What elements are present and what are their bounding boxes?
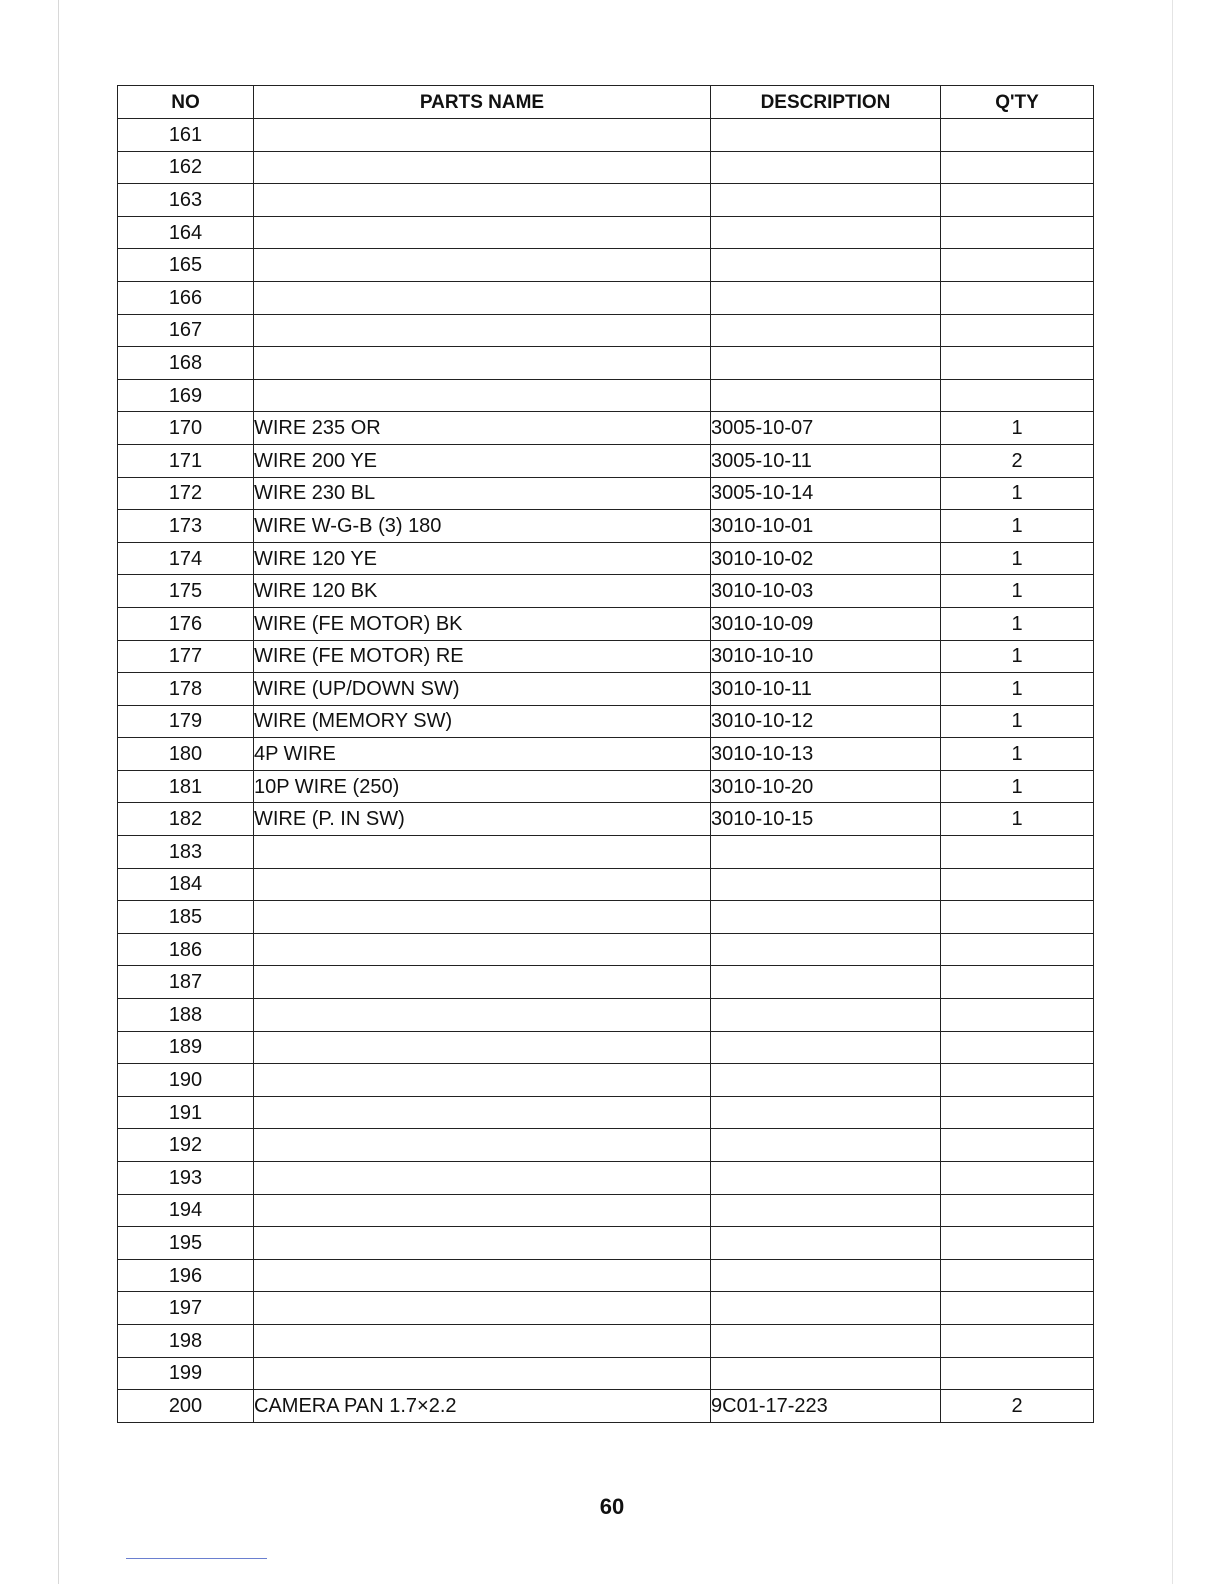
part-description	[711, 379, 941, 412]
part-description: 3005-10-11	[711, 444, 941, 477]
part-name	[254, 314, 711, 347]
part-number: 185	[118, 901, 254, 934]
part-quantity	[941, 1227, 1094, 1260]
table-row	[118, 901, 1094, 934]
part-quantity	[941, 379, 1094, 412]
part-description: 3005-10-07	[711, 412, 941, 445]
part-name	[254, 1324, 711, 1357]
part-quantity	[941, 249, 1094, 282]
table-row	[118, 836, 1094, 869]
table-row	[118, 1292, 1094, 1325]
table-row	[118, 151, 1094, 184]
part-number: 174	[118, 542, 254, 575]
page-number: 60	[599, 1494, 625, 1519]
part-description	[711, 1324, 941, 1357]
part-name	[254, 281, 711, 314]
part-description	[711, 1162, 941, 1195]
part-description: 3010-10-15	[711, 803, 941, 836]
part-description	[711, 999, 941, 1032]
part-name: WIRE (FE MOTOR) BK	[254, 607, 711, 640]
part-quantity	[941, 1096, 1094, 1129]
part-description	[711, 1194, 941, 1227]
part-number: 187	[118, 966, 254, 999]
part-description	[711, 1031, 941, 1064]
part-description	[711, 1357, 941, 1390]
part-quantity	[941, 836, 1094, 869]
part-description	[711, 1292, 941, 1325]
part-description	[711, 347, 941, 380]
part-quantity	[941, 1324, 1094, 1357]
part-name	[254, 347, 711, 380]
part-number: 175	[118, 575, 254, 608]
part-number: 193	[118, 1162, 254, 1195]
part-name	[254, 933, 711, 966]
part-description	[711, 184, 941, 217]
table-row	[118, 999, 1094, 1032]
part-name: WIRE 120 BK	[254, 575, 711, 608]
part-quantity: 1	[941, 575, 1094, 608]
part-quantity	[941, 1031, 1094, 1064]
part-name: WIRE 120 YE	[254, 542, 711, 575]
part-description	[711, 901, 941, 934]
table-row	[118, 575, 1094, 608]
table-row	[118, 705, 1094, 738]
part-quantity	[941, 1292, 1094, 1325]
part-name: 10P WIRE (250)	[254, 770, 711, 803]
table-row	[118, 444, 1094, 477]
part-quantity: 1	[941, 542, 1094, 575]
part-quantity: 1	[941, 803, 1094, 836]
part-name: WIRE (FE MOTOR) RE	[254, 640, 711, 673]
table-row	[118, 542, 1094, 575]
part-name	[254, 966, 711, 999]
part-description	[711, 249, 941, 282]
part-number: 161	[118, 119, 254, 152]
part-name	[254, 836, 711, 869]
header-parts-name: PARTS NAME	[254, 86, 711, 119]
table-row	[118, 1324, 1094, 1357]
part-name	[254, 1129, 711, 1162]
part-number: 190	[118, 1064, 254, 1097]
table-header-row	[118, 86, 1094, 119]
part-description	[711, 314, 941, 347]
part-name	[254, 1227, 711, 1260]
header-quantity: Q'TY	[941, 86, 1094, 119]
part-name: WIRE 235 OR	[254, 412, 711, 445]
part-quantity	[941, 119, 1094, 152]
part-quantity	[941, 999, 1094, 1032]
part-number: 184	[118, 868, 254, 901]
part-number: 171	[118, 444, 254, 477]
part-description	[711, 1064, 941, 1097]
part-quantity: 2	[941, 444, 1094, 477]
table-row	[118, 607, 1094, 640]
part-description	[711, 966, 941, 999]
part-name	[254, 1064, 711, 1097]
table-body	[118, 119, 1094, 1423]
table-row	[118, 1064, 1094, 1097]
part-description: 3010-10-01	[711, 510, 941, 543]
header-no: NO	[118, 86, 254, 119]
part-name	[254, 119, 711, 152]
part-quantity: 1	[941, 412, 1094, 445]
part-quantity: 1	[941, 510, 1094, 543]
part-name: WIRE (P. IN SW)	[254, 803, 711, 836]
part-description: 3010-10-03	[711, 575, 941, 608]
part-number: 188	[118, 999, 254, 1032]
part-number: 195	[118, 1227, 254, 1260]
part-number: 181	[118, 770, 254, 803]
part-number: 167	[118, 314, 254, 347]
part-quantity	[941, 901, 1094, 934]
part-description	[711, 281, 941, 314]
table-row	[118, 770, 1094, 803]
part-quantity	[941, 1129, 1094, 1162]
part-name	[254, 1096, 711, 1129]
part-number: 192	[118, 1129, 254, 1162]
part-number: 186	[118, 933, 254, 966]
part-description: 3010-10-13	[711, 738, 941, 771]
part-name	[254, 249, 711, 282]
part-number: 194	[118, 1194, 254, 1227]
table-row	[118, 868, 1094, 901]
part-name	[254, 379, 711, 412]
part-quantity: 1	[941, 705, 1094, 738]
part-number: 172	[118, 477, 254, 510]
part-quantity: 1	[941, 640, 1094, 673]
page-edge-line	[58, 0, 59, 1584]
part-name	[254, 184, 711, 217]
part-description	[711, 1129, 941, 1162]
part-quantity	[941, 151, 1094, 184]
part-description: 3010-10-09	[711, 607, 941, 640]
part-number: 173	[118, 510, 254, 543]
table-row	[118, 477, 1094, 510]
part-name	[254, 868, 711, 901]
part-number: 178	[118, 673, 254, 706]
part-description	[711, 1227, 941, 1260]
table-row	[118, 933, 1094, 966]
part-description: 3010-10-12	[711, 705, 941, 738]
part-name	[254, 216, 711, 249]
table-row	[118, 281, 1094, 314]
table-row	[118, 1259, 1094, 1292]
part-name	[254, 1357, 711, 1390]
part-name: WIRE 230 BL	[254, 477, 711, 510]
part-number: 200	[118, 1390, 254, 1423]
part-description: 3010-10-20	[711, 770, 941, 803]
part-quantity	[941, 1064, 1094, 1097]
part-number: 176	[118, 607, 254, 640]
table-row	[118, 1129, 1094, 1162]
table-row	[118, 379, 1094, 412]
table-row	[118, 1162, 1094, 1195]
table-row	[118, 1227, 1094, 1260]
part-description: 3005-10-14	[711, 477, 941, 510]
table-row	[118, 640, 1094, 673]
part-quantity: 1	[941, 477, 1094, 510]
part-number: 170	[118, 412, 254, 445]
part-number: 165	[118, 249, 254, 282]
part-description	[711, 151, 941, 184]
table-row	[118, 510, 1094, 543]
table-row	[118, 966, 1094, 999]
part-description	[711, 836, 941, 869]
part-description	[711, 1096, 941, 1129]
part-quantity	[941, 966, 1094, 999]
table-row	[118, 803, 1094, 836]
table-row	[118, 1357, 1094, 1390]
table-row	[118, 1096, 1094, 1129]
part-number: 164	[118, 216, 254, 249]
part-description	[711, 868, 941, 901]
part-number: 197	[118, 1292, 254, 1325]
table-row	[118, 347, 1094, 380]
part-quantity	[941, 868, 1094, 901]
part-name: WIRE W-G-B (3) 180	[254, 510, 711, 543]
part-quantity	[941, 216, 1094, 249]
part-number: 163	[118, 184, 254, 217]
part-number: 177	[118, 640, 254, 673]
table-row	[118, 314, 1094, 347]
table-row	[118, 249, 1094, 282]
page-edge-line	[1172, 0, 1173, 1584]
table-row	[118, 1194, 1094, 1227]
part-description: 3010-10-11	[711, 673, 941, 706]
part-quantity: 1	[941, 607, 1094, 640]
part-number: 180	[118, 738, 254, 771]
part-name: WIRE (UP/DOWN SW)	[254, 673, 711, 706]
table-row	[118, 412, 1094, 445]
part-quantity	[941, 933, 1094, 966]
part-number: 198	[118, 1324, 254, 1357]
part-description	[711, 933, 941, 966]
part-quantity	[941, 1162, 1094, 1195]
part-number: 179	[118, 705, 254, 738]
part-quantity: 2	[941, 1390, 1094, 1423]
part-name: 4P WIRE	[254, 738, 711, 771]
part-name	[254, 151, 711, 184]
part-quantity: 1	[941, 738, 1094, 771]
part-quantity	[941, 347, 1094, 380]
part-number: 182	[118, 803, 254, 836]
part-number: 189	[118, 1031, 254, 1064]
part-name	[254, 999, 711, 1032]
part-description	[711, 216, 941, 249]
part-number: 196	[118, 1259, 254, 1292]
part-name	[254, 901, 711, 934]
part-description	[711, 1259, 941, 1292]
part-name	[254, 1162, 711, 1195]
table-row	[118, 184, 1094, 217]
header-description: DESCRIPTION	[711, 86, 941, 119]
part-quantity	[941, 281, 1094, 314]
part-description: 9C01-17-223	[711, 1390, 941, 1423]
part-description: 3010-10-02	[711, 542, 941, 575]
part-number: 168	[118, 347, 254, 380]
table-row	[118, 1031, 1094, 1064]
part-quantity	[941, 314, 1094, 347]
part-quantity	[941, 1259, 1094, 1292]
part-quantity	[941, 1194, 1094, 1227]
table-row	[118, 1390, 1094, 1423]
part-name	[254, 1259, 711, 1292]
part-name	[254, 1194, 711, 1227]
part-quantity: 1	[941, 673, 1094, 706]
part-number: 199	[118, 1357, 254, 1390]
part-number: 169	[118, 379, 254, 412]
part-quantity	[941, 184, 1094, 217]
table-row	[118, 119, 1094, 152]
part-name: WIRE 200 YE	[254, 444, 711, 477]
part-description	[711, 119, 941, 152]
part-number: 162	[118, 151, 254, 184]
part-quantity	[941, 1357, 1094, 1390]
part-description: 3010-10-10	[711, 640, 941, 673]
part-number: 166	[118, 281, 254, 314]
table-row	[118, 216, 1094, 249]
table-row	[118, 738, 1094, 771]
part-number: 183	[118, 836, 254, 869]
part-name	[254, 1031, 711, 1064]
parts-table	[117, 85, 1094, 1423]
part-name: WIRE (MEMORY SW)	[254, 705, 711, 738]
part-name: CAMERA PAN 1.7×2.2	[254, 1390, 711, 1423]
part-name	[254, 1292, 711, 1325]
part-number: 191	[118, 1096, 254, 1129]
bottom-rule	[126, 1558, 267, 1559]
part-quantity: 1	[941, 770, 1094, 803]
table-row	[118, 673, 1094, 706]
